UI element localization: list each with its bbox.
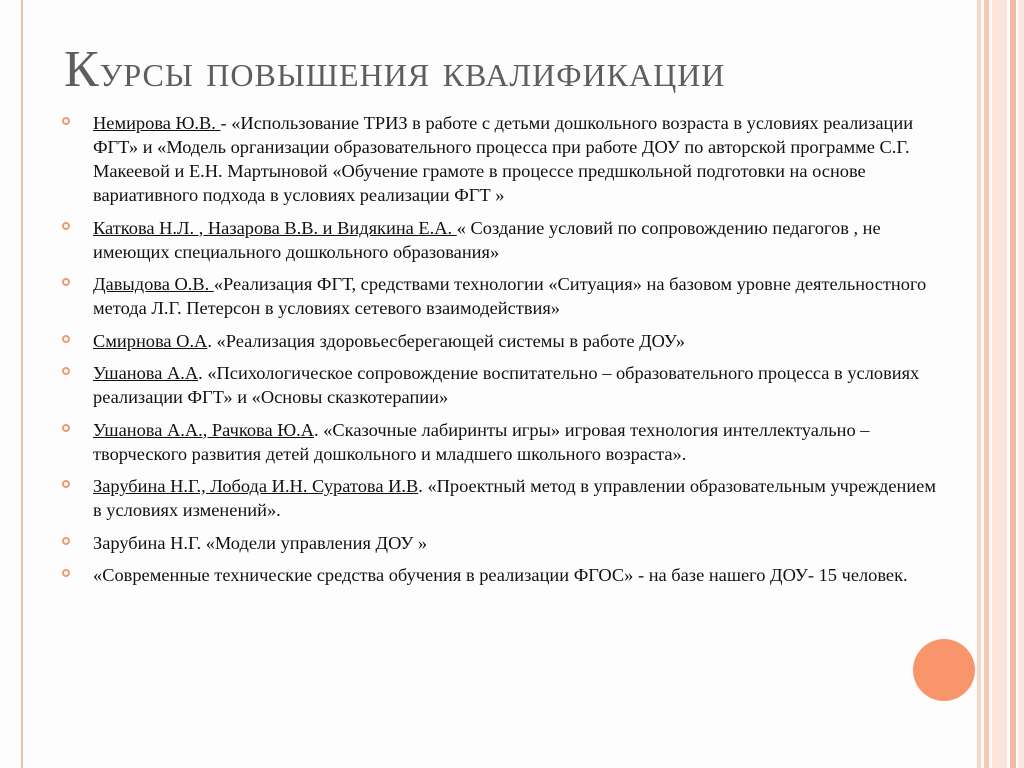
right-stripe [984, 0, 989, 768]
item-names: Каткова Н.Л. , Назарова В.В. и Видякина Е.А. [93, 217, 457, 238]
title-rest: урсы повышения квалификации [99, 45, 726, 96]
item-text: Зарубина Н.Г. «Модели управления ДОУ » [93, 532, 428, 553]
item-text: . «Психологическое сопровождение воспитательно – образовательного процесса в условиях реализации ФГТ» и «Основы сказкотерапии» [93, 363, 920, 407]
right-stripe [1018, 0, 1024, 768]
list-item [62, 272, 942, 320]
list-item [62, 111, 942, 207]
right-stripe [992, 0, 1007, 768]
bullet-circle-icon [62, 278, 70, 286]
item-names: Ушанова А.А., Рачкова Ю.А [93, 419, 314, 440]
item-names: Смирнова О.А [93, 330, 208, 351]
title-first-letter: К [64, 41, 100, 98]
item-text: «Использование ТРИЗ в работе с детьми дошкольного возраста в условиях реализации ФГТ» и «Модель организации образовательного процесса при работе ДОУ по авторской программе С.Г. Макеевой и Е.Н. Мартыновой «Обучение грамоте в процессе предшкольной подготовки на основе вариативного подхода в условиях реализации ФГТ » [93, 113, 914, 205]
list-item [62, 531, 942, 555]
item-names: Немирова Ю.В. [93, 113, 221, 133]
list-item [62, 418, 942, 466]
right-stripe [977, 0, 981, 768]
bullet-circle-icon [62, 335, 70, 343]
bullet-circle-icon [62, 424, 70, 432]
item-text: «Реализация ФГТ, средствами технологии «Ситуация» на базовом уровне деятельностного метода Л.Г. Петерсон в условиях сетевого взаимодействия» [93, 274, 927, 318]
right-stripe [1010, 0, 1016, 768]
bullet-circle-icon [62, 117, 70, 125]
slide-title [64, 40, 964, 99]
item-dash: - [220, 113, 232, 133]
decorative-orange-circle [913, 639, 975, 701]
item-names: Давыдова О.В. [93, 274, 214, 294]
item-text: «Современные технические средства обучения в реализации ФГОС» - на базе нашего ДОУ- 15 человек. [93, 565, 908, 585]
bullet-circle-icon [62, 537, 70, 545]
bullet-circle-icon [62, 367, 70, 375]
item-text: . «Проектный метод в управлении образовательным учреждением в условиях изменений». [93, 476, 936, 520]
left-frame-line [21, 0, 23, 768]
item-names: Зарубина Н.Г., Лобода И.Н. Суратова И.В [93, 476, 419, 496]
item-text: . «Сказочные лабиринты игры» игровая технология интеллектуально – творческого развития детей дошкольного и младшего школьного возраста». [93, 419, 870, 464]
list-item [62, 216, 942, 264]
list-item [62, 361, 942, 409]
bullet-circle-icon [62, 569, 70, 577]
item-text: « Создание условий по сопровождению педагогов , не имеющих специального дошкольного образования» [93, 217, 881, 262]
bullet-circle-icon [62, 222, 70, 230]
item-text: . «Реализация здоровьесберегающей системы в работе ДОУ» [207, 330, 685, 351]
bullet-circle-icon [62, 480, 70, 488]
list-item [62, 329, 942, 353]
list-item [62, 563, 942, 587]
list-item [62, 474, 942, 522]
item-names: Ушанова А.А [93, 363, 199, 383]
bullet-list [62, 111, 942, 596]
